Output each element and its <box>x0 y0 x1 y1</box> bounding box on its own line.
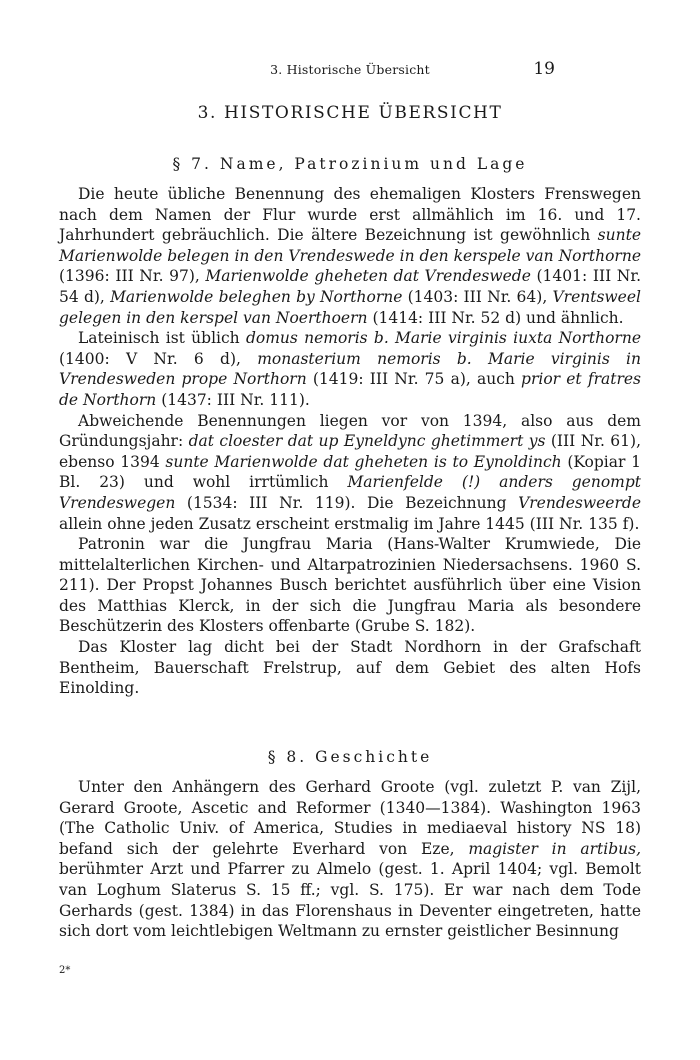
section-heading-8: § 8. Geschichte <box>267 748 433 766</box>
paragraph <box>59 411 641 535</box>
text-run: (1403: III Nr. 64), <box>402 287 553 306</box>
italic-quote: sunte Marienwolde belegen in den Vrendeswede in den kerspele van Northorne <box>59 226 641 265</box>
text-run: (1400: V Nr. 6 d), <box>59 349 258 368</box>
text-run: (Kopiar 1 Bl. 23) und wohl irrtümlich <box>59 452 641 492</box>
italic-quote: Marienwolde beleghen by Northorne <box>110 287 403 306</box>
italic-quote: domus nemoris b. Marie virginis iuxta Northorne <box>245 329 642 348</box>
text-run: (1396: III Nr. 97), <box>59 267 206 286</box>
italic-quote: monasterium nemoris b. Marie virginis in Vrendesweden prope Northorn <box>59 349 642 389</box>
text-run: allein ohne jeden Zusatz erscheint erstmalig im Jahre 1445 (III Nr. 135 f). <box>59 514 640 533</box>
text-run: Die heute übliche Benennung des ehemaligen Klosters Frenswegen nach dem Namen der Flur wurde erst allmählich im 16. und 17. Jahrhundert gebräuchlich. Die ältere Bezeichnung ist gewöhnlich <box>59 185 641 245</box>
running-head: 3. Historische Übersicht <box>270 62 430 77</box>
paragraph <box>59 777 641 942</box>
italic-quote: Marienwolde gheheten dat Vrendeswede <box>205 267 531 286</box>
italic-quote: magister in artibus, <box>468 839 641 858</box>
italic-quote: Marienfelde (!) anders genompt Vrendeswegen <box>59 473 642 512</box>
italic-quote: sunte Marienwolde dat gheheten is to Eynoldinch <box>165 452 562 471</box>
paragraph <box>59 184 641 328</box>
paragraph <box>59 534 641 637</box>
text-run: (1437: III Nr. 111). <box>156 390 310 409</box>
text-run: (1401: III Nr. 54 d), <box>59 267 642 306</box>
italic-quote: Vrentsweel gelegen in den kerspel van Noerthoern <box>59 287 641 327</box>
page-number: 19 <box>533 59 555 79</box>
text-run: Abweichende Benennungen liegen vor von 1394, also aus dem Gründungsjahr: <box>59 411 641 451</box>
text-run: (1534: III Nr. 119). Die Bezeichnung <box>175 493 519 512</box>
signature-mark: 2* <box>59 965 71 976</box>
paragraph <box>59 637 641 699</box>
section-heading-7: § 7. Name, Patrozinium und Lage <box>172 155 528 173</box>
paragraph <box>59 328 641 410</box>
section-8-body <box>59 777 641 942</box>
italic-quote: prior et fratres de Northorn <box>59 370 641 409</box>
text-run: Lateinisch ist üblich <box>78 329 246 348</box>
section-7-body <box>59 184 641 699</box>
italic-quote: dat cloester dat up Eyneldync ghetimmert ys <box>188 432 546 451</box>
text-run: (1414: III Nr. 52 d) und ähnlich. <box>367 308 624 327</box>
italic-quote: Vrendesweerde <box>518 493 641 512</box>
chapter-title: 3. HISTORISCHE ÜBERSICHT <box>197 103 503 123</box>
text-run: berühmter Arzt und Pfarrer zu Almelo (gest. 1. April 1404; vgl. Bemolt van Loghum Slaterus S. 15 ff.; vgl. S. 175). Er war nach dem Tode Gerhards (gest. 1384) in das Florenshaus in Deventer eingetreten, hatte sich dort vom leichtlebigen Weltmann zu ernster geistlicher Besinnung <box>59 860 641 941</box>
text-run: (III Nr. 61), ebenso 1394 <box>59 432 642 471</box>
text-run: Patronin war die Jungfrau Maria (Hans-Walter Krumwiede, Die mittelalterlichen Kirchen- und Altarpatrozinien Niedersachsens. 1960 S. 211). Der Propst Johannes Busch berichtet ausführlich über eine Vision des Matthias Klerck, in der sich die Jungfrau Maria als besondere Beschützerin des Klosters offenbarte (Grube S. 182). <box>59 535 641 636</box>
text-run: Unter den Anhängern des Gerhard Groote (vgl. zuletzt P. van Zijl, Gerard Groote, Ascetic and Reformer (1340—1384). Washington 1963 (The Catholic Univ. of America, Studies in mediaeval history NS 18) befand sich der gelehrte Everhard von Eze, <box>59 778 641 858</box>
text-run: (1419: III Nr. 75 a), auch <box>306 370 522 389</box>
text-run: Das Kloster lag dicht bei der Stadt Nordhorn in der Grafschaft Bentheim, Bauerschaft Frelstrup, auf dem Gebiet des alten Hofs Einolding. <box>59 638 641 698</box>
